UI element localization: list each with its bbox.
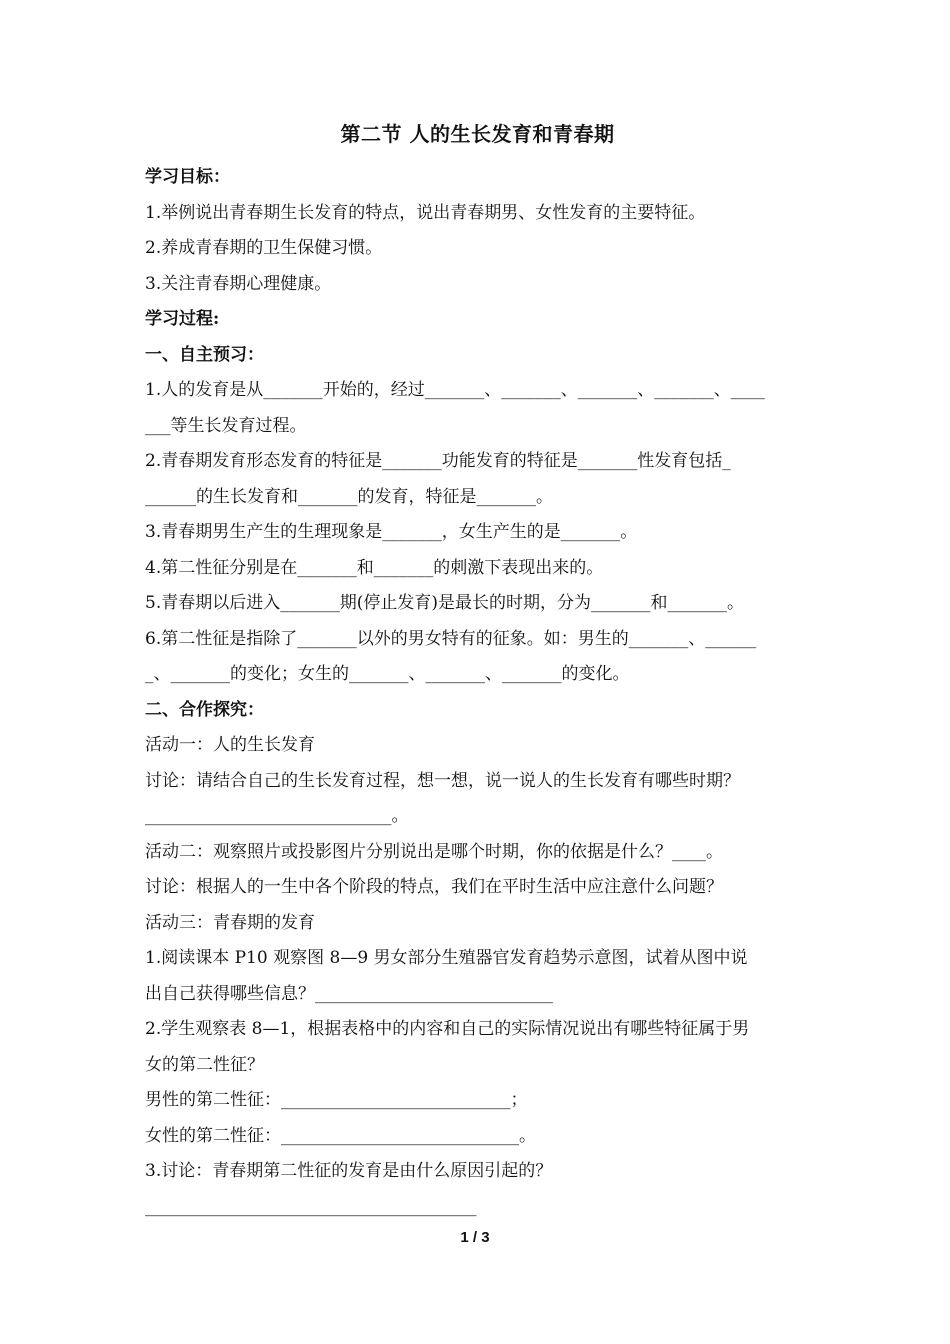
- text-line: ______的生长发育和_______的发育，特征是_______。: [145, 486, 553, 507]
- text-line: _、_______的变化；女生的_______、_______、_______的变化。: [145, 664, 630, 684]
- text-line: 活动一：人的生长发育: [145, 735, 315, 755]
- text-line: 出自己获得哪些信息？____________________________: [145, 983, 553, 1004]
- text-line: 讨论：请结合自己的生长发育过程，想一想，说一说人的生长发育有哪些时期？: [145, 770, 740, 791]
- text-line: 活动三：青春期的发育: [145, 912, 315, 933]
- document-body: [145, 160, 810, 1225]
- text-line: ___等生长发育过程。: [145, 415, 307, 436]
- text-line: _____________________________。: [145, 806, 409, 826]
- text-line: 6.第二性征是指除了_______以外的男女特有的征象。如：男生的_______、______: [145, 628, 757, 649]
- text-line: 2.青春期发育形态发育的特征是_______功能发育的特征是_______性发育包括_: [145, 451, 731, 471]
- text-line: 讨论：根据人的一生中各个阶段的特点，我们在平时生活中应注意什么问题？: [145, 877, 723, 897]
- document-page: [145, 118, 810, 1225]
- text-line: 1.阅读课本 P10 观察图 8—9 男女部分生殖器官发育趋势示意图，试着从图中说: [145, 948, 748, 968]
- text-line: 4.第二性征分别是在_______和_______的刺激下表现出来的。: [145, 557, 604, 578]
- page-number: 1 / 3: [460, 1229, 490, 1246]
- section-heading: 二、合作探究：: [145, 699, 264, 720]
- text-line: 2.养成青春期的卫生保健习惯。: [145, 238, 383, 258]
- section-heading: 学习过程:: [145, 309, 220, 329]
- text-line: _______________________________________: [145, 1196, 477, 1217]
- section-heading: 学习目标：: [145, 167, 230, 187]
- text-line: 2.学生观察表 8—1，根据表格中的内容和自己的实际情况说出有哪些特征属于男: [145, 1019, 750, 1039]
- text-line: 女性的第二性征：____________________________。: [145, 1125, 536, 1146]
- text-line: 3.青春期男生产生的生理现象是_______，女生产生的是_______。: [145, 522, 638, 542]
- page-title: 第二节 人的生长发育和青春期: [340, 122, 615, 146]
- text-line: 3.讨论：青春期第二性征的发育是由什么原因引起的？: [145, 1161, 553, 1181]
- text-line: 1.举例说出青春期生长发育的特点，说出青春期男、女性发育的主要特征。: [145, 202, 706, 223]
- text-line: 女的第二性征？: [145, 1054, 264, 1075]
- text-line: 男性的第二性征：___________________________；: [145, 1090, 528, 1110]
- section-heading: 一、自主预习：: [145, 344, 264, 365]
- text-line: 3.关注青春期心理健康。: [145, 273, 332, 294]
- text-line: 5.青春期以后进入_______期(停止发育)是最长的时期，分为_______和_______。: [145, 593, 744, 613]
- text-line: 活动二：观察照片或投影图片分别说出是哪个时期，你的依据是什么？____。: [145, 841, 723, 862]
- text-line: 1.人的发育是从_______开始的，经过_______、_______、_______、_______、____: [145, 380, 765, 400]
